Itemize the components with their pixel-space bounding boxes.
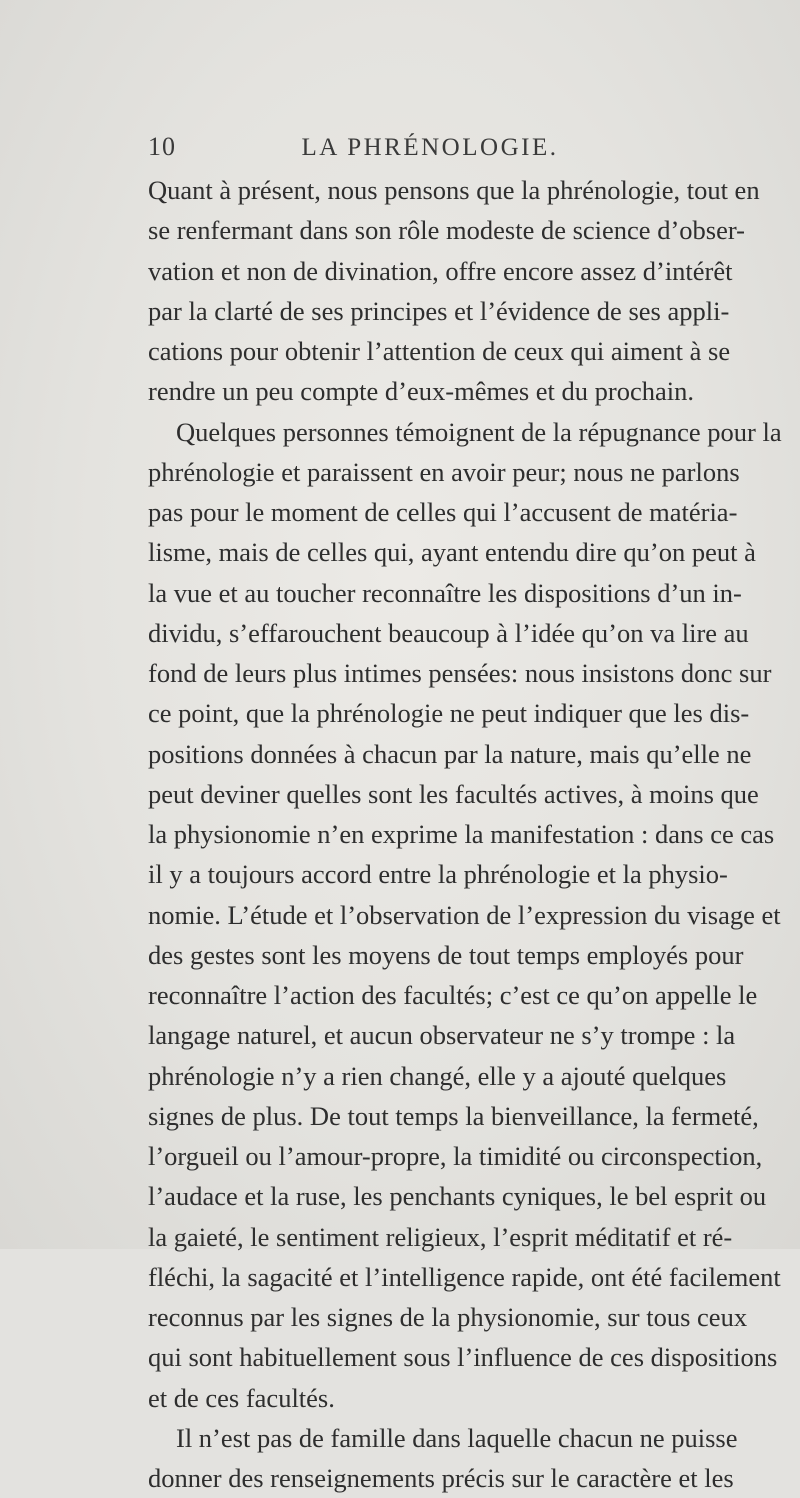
paragraph	[148, 170, 760, 412]
text-line: la physionomie n’en exprime la manifestation : dans ce cas	[148, 819, 775, 849]
text-line: phrénologie n’y a rien changé, elle y a ajouté quelques	[148, 1060, 727, 1091]
text-line: Quelques personnes témoignent de la répugnance pour la	[176, 416, 782, 447]
text-line: et de ces facultés.	[148, 1382, 335, 1413]
text-line: ce point, que la phrénologie ne peut indiquer que les dis-	[148, 698, 750, 729]
text-line: vation et non de divination, offre encore assez d’intérêt	[148, 255, 733, 286]
text-line: la gaieté, le sentiment religieux, l’esprit méditatif et ré-	[148, 1221, 733, 1252]
text-line: peut deviner quelles sont les facultés actives, à moins que	[148, 778, 759, 809]
page-header	[148, 132, 684, 172]
running-title: LA PHRÉNOLOGIE.	[301, 134, 559, 161]
text-line: lisme, mais de celles qui, ayant entendu dire qu’on peut à	[148, 537, 756, 568]
text-line: qui sont habituellement sous l’influence de ces dispositions	[148, 1342, 778, 1373]
text-line: par la clarté de ses principes et l’évidence de ses appli-	[148, 295, 730, 326]
text-line: l’orgueil ou l’amour-propre, la timidité ou circonspection,	[148, 1141, 763, 1171]
text-line: dividu, s’effarouchent beaucoup à l’idée qu’on va lire au	[148, 617, 749, 648]
text-line: des gestes sont les moyens de tout temps employés pour	[148, 939, 744, 970]
text-line: rendre un peu compte d’eux-mêmes et du prochain.	[148, 376, 694, 407]
paragraph	[148, 412, 782, 1418]
text-line: fond de leurs plus intimes pensées: nous insistons donc sur	[148, 658, 772, 688]
text-line: reconnus par les signes de la physionomie, sur tous ceux	[148, 1302, 748, 1332]
text-line: il y a toujours accord entre la phrénologie et la physio-	[148, 859, 728, 890]
text-line: reconnaître l’action des facultés; c’est ce qu’on appelle le	[148, 980, 758, 1010]
text-line: se renfermant dans son rôle modeste de science d’obser-	[148, 215, 745, 246]
page-number: 10	[148, 132, 176, 161]
text-line: langage naturel, et aucun observateur ne s’y trompe : la	[148, 1020, 736, 1051]
text-line: donner des renseignements précis sur le caractère et les	[148, 1463, 734, 1493]
text-line: fléchi, la sagacité et l’intelligence rapide, ont été facilement	[148, 1261, 781, 1292]
text-line: cations pour obtenir l’attention de ceux qui aiment à se	[148, 336, 731, 366]
text-line: nomie. L’étude et l’observation de l’expression du visage et	[148, 899, 781, 930]
text-line: phrénologie et paraissent en avoir peur; nous ne parlons	[148, 456, 740, 487]
text-line: Quant à présent, nous pensons que la phrénologie, tout en	[148, 175, 760, 205]
text-line: Il n’est pas de famille dans laquelle chacun ne puisse	[176, 1422, 738, 1453]
text-line: la vue et au toucher reconnaître les dispositions d’un in-	[148, 577, 742, 608]
text-line: positions données à chacun par la nature, mais qu’elle ne	[148, 738, 752, 769]
text-line: signes de plus. De tout temps la bienveillance, la fermeté,	[148, 1100, 759, 1131]
text-line: pas pour le moment de celles qui l’accusent de matéria-	[148, 497, 738, 527]
body-text	[148, 170, 782, 1498]
text-line: l’audace et la ruse, les penchants cyniques, le bel esprit ou	[148, 1181, 767, 1212]
paragraph	[148, 1418, 738, 1498]
